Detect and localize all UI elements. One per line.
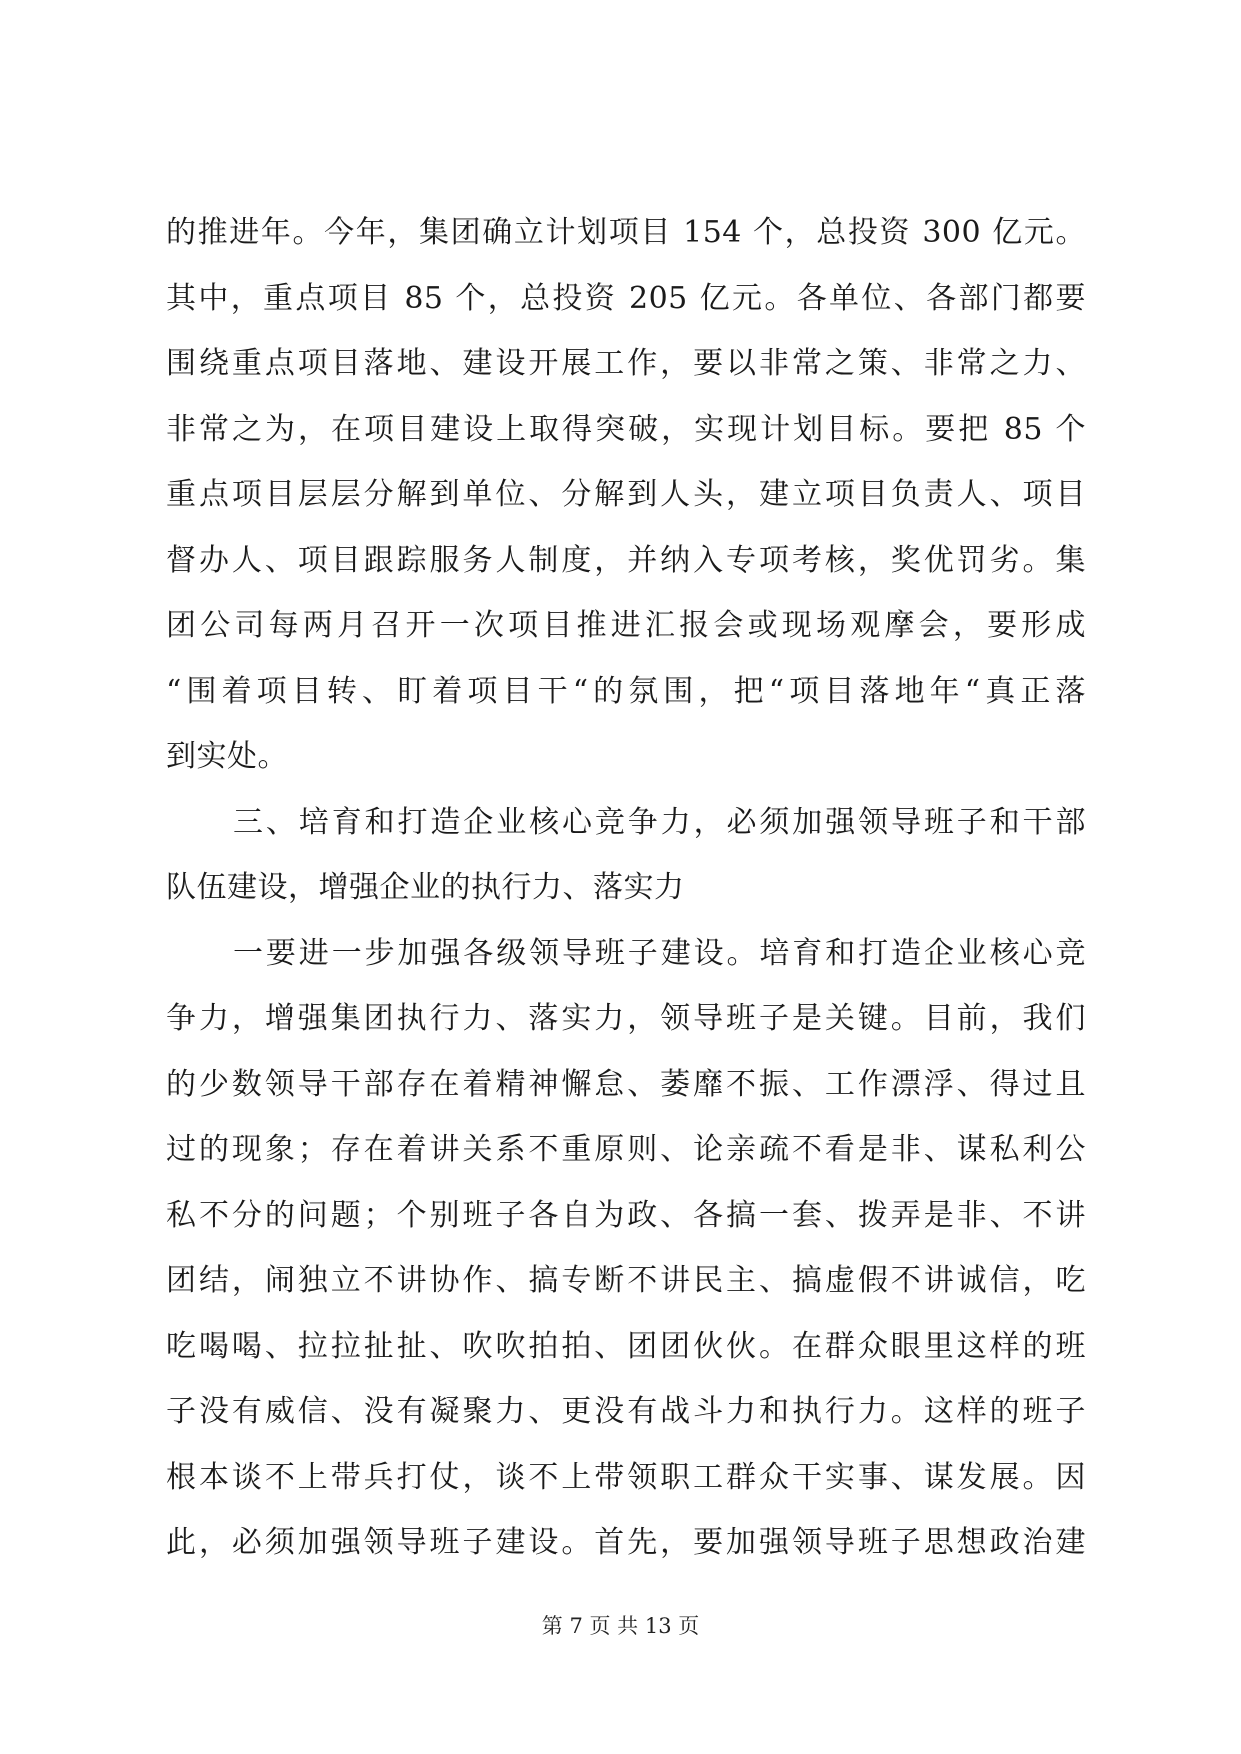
text-line-21: 此，必须加强领导班子建设。首先，要加强领导班子思想政治建 [166,1525,1086,1560]
text-line-4: 非常之为，在项目建设上取得突破，实现计划目标。要把 85 个 [166,411,1086,447]
text-line-16: 私不分的问题；个别班子各自为政、各搞一套、拨弄是非、不讲 [166,1197,1086,1233]
text-line-5: 重点项目层层分解到单位、分解到人头，建立项目负责人、项目 [166,477,1086,512]
text-line-20: 根本谈不上带兵打仗，谈不上带领职工群众干实事、谋发展。因 [166,1459,1086,1495]
text-line-15: 过的现象；存在着讲关系不重原则、论亲疏不看是非、谋私利公 [166,1132,1086,1167]
text-line-13: 争力，增强集团执行力、落实力，领导班子是关键。目前，我们 [166,1001,1086,1036]
text-line-1: 的推进年。今年，集团确立计划项目 154 个，总投资 300 亿元。 [166,215,1086,250]
text-line-8: “围着项目转、盯着项目干“的氛围，把“项目落地年“真正落 [166,673,1086,709]
text-line-17: 团结，闹独立不讲协作、搞专断不讲民主、搞虚假不讲诚信，吃 [166,1263,1086,1298]
text-line-3: 围绕重点项目落地、建设开展工作，要以非常之策、非常之力、 [166,346,1086,381]
text-line-2: 其中，重点项目 85 个，总投资 205 亿元。各单位、各部门都要 [166,280,1086,316]
text-line-12: 一要进一步加强各级领导班子建设。培育和打造企业核心竞 [233,935,1086,971]
page-number: 第 7 页 共 13 页 [541,1614,700,1638]
text-line-18: 吃喝喝、拉拉扯扯、吹吹拍拍、团团伙伙。在群众眼里这样的班 [166,1328,1086,1364]
section-heading-line-2: 队伍建设，增强企业的执行力、落实力 [166,870,685,905]
text-line-19: 子没有威信、没有凝聚力、更没有战斗力和执行力。这样的班子 [166,1394,1086,1429]
section-heading-line-1: 三、培育和打造企业核心竞争力，必须加强领导班子和干部 [233,804,1086,840]
text-line-9: 到实处。 [166,739,288,774]
text-line-7: 团公司每两月召开一次项目推进汇报会或现场观摩会，要形成 [166,608,1086,643]
text-line-6: 督办人、项目跟踪服务人制度，并纳入专项考核，奖优罚劣。集 [166,542,1086,578]
text-line-14: 的少数领导干部存在着精神懈怠、萎靡不振、工作漂浮、得过且 [166,1066,1086,1102]
body-text [166,200,1086,1576]
